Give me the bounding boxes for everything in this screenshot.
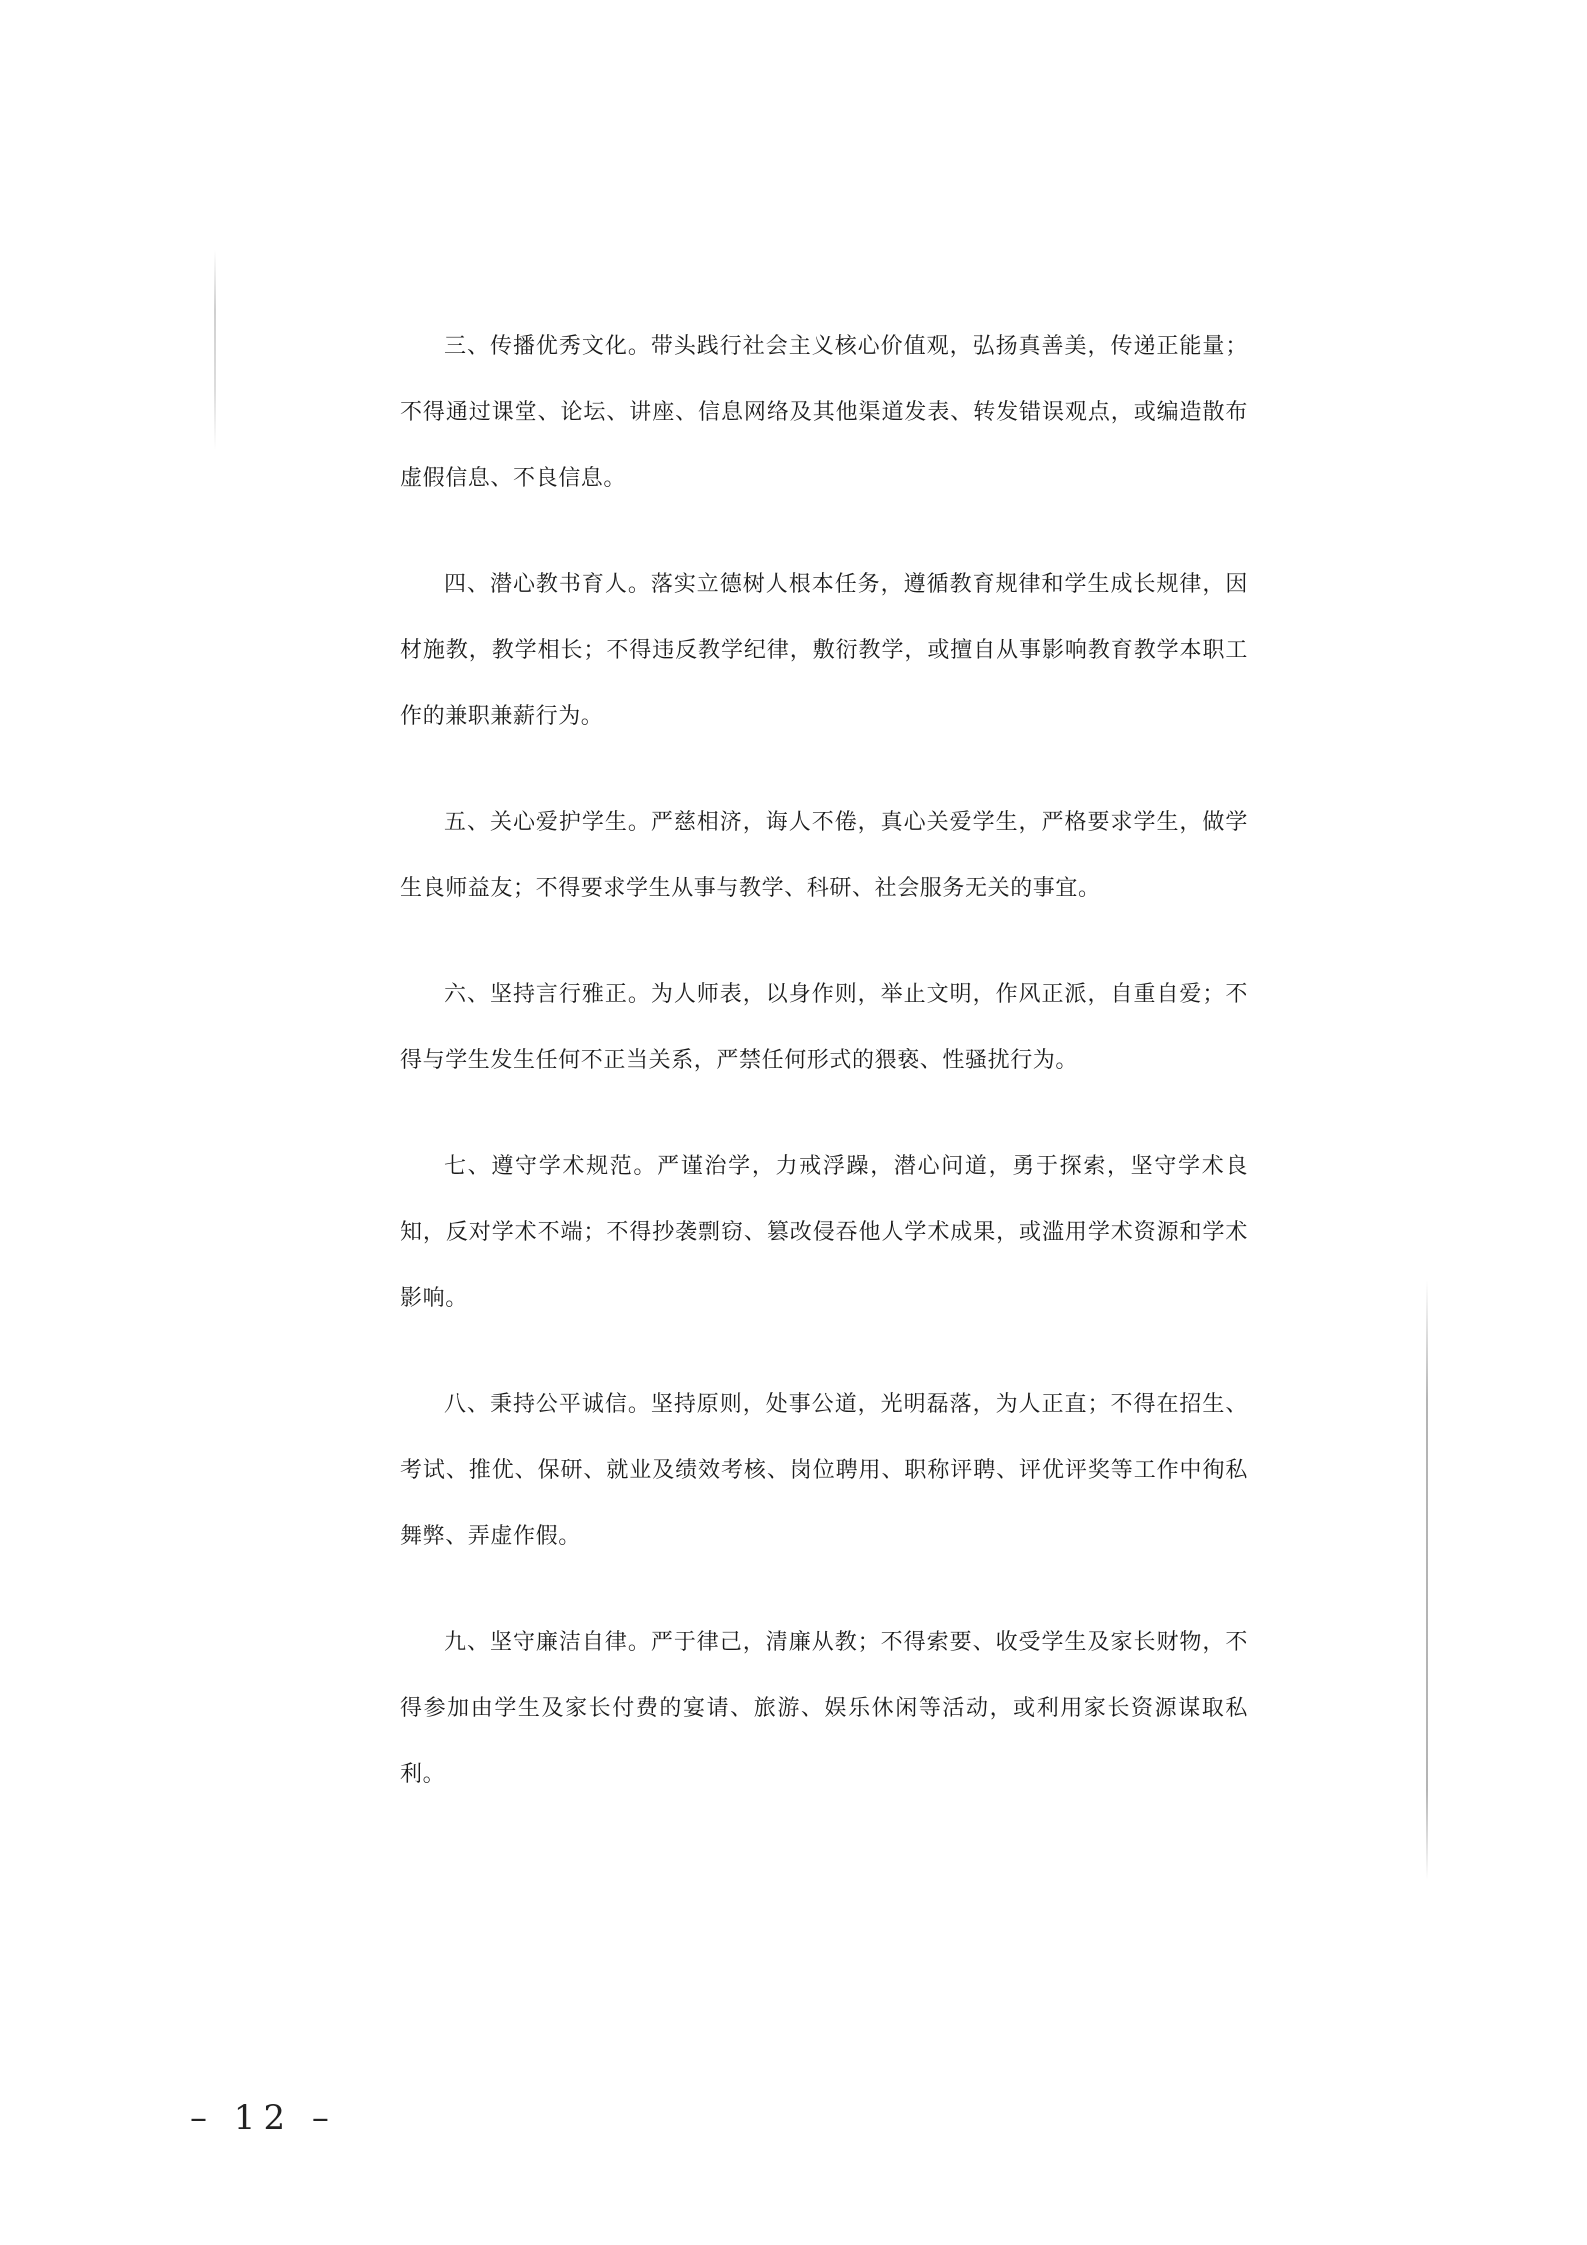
page-number: – 12 – xyxy=(190,2098,337,2138)
paragraph-4: 四、潜心教书育人。落实立德树人根本任务，遵循教育规律和学生成长规律，因材施教，教学相长；不得违反教学纪律，敷衍教学，或擅自从事影响教育教学本职工作的兼职兼薪行为。 xyxy=(400,572,1248,729)
paragraph-5: 五、关心爱护学生。严慈相济，诲人不倦，真心关爱学生，严格要求学生，做学生良师益友；不得要求学生从事与教学、科研、社会服务无关的事宜。 xyxy=(400,810,1248,901)
scan-edge-right xyxy=(1426,1280,1428,1880)
paragraph-3: 三、传播优秀文化。带头践行社会主义核心价值观，弘扬真善美，传递正能量；不得通过课堂、论坛、讲座、信息网络及其他渠道发表、转发错误观点，或编造散布虚假信息、不良信息。 xyxy=(400,334,1248,491)
paragraph-7: 七、遵守学术规范。严谨治学，力戒浮躁，潜心问道，勇于探索，坚守学术良知，反对学术不端；不得抄袭剽窃、篡改侵吞他人学术成果，或滥用学术资源和学术影响。 xyxy=(400,1154,1248,1311)
scan-edge-left xyxy=(214,250,216,450)
document-body xyxy=(400,314,1248,1848)
paragraph-9: 九、坚守廉洁自律。严于律己，清廉从教；不得索要、收受学生及家长财物，不得参加由学生及家长付费的宴请、旅游、娱乐休闲等活动，或利用家长资源谋取私利。 xyxy=(400,1630,1248,1787)
paragraph-6: 六、坚持言行雅正。为人师表，以身作则，举止文明，作风正派，自重自爱；不得与学生发生任何不正当关系，严禁任何形式的猥亵、性骚扰行为。 xyxy=(400,982,1248,1073)
paragraph-8: 八、秉持公平诚信。坚持原则，处事公道，光明磊落，为人正直；不得在招生、考试、推优、保研、就业及绩效考核、岗位聘用、职称评聘、评优评奖等工作中徇私舞弊、弄虚作假。 xyxy=(400,1392,1248,1549)
